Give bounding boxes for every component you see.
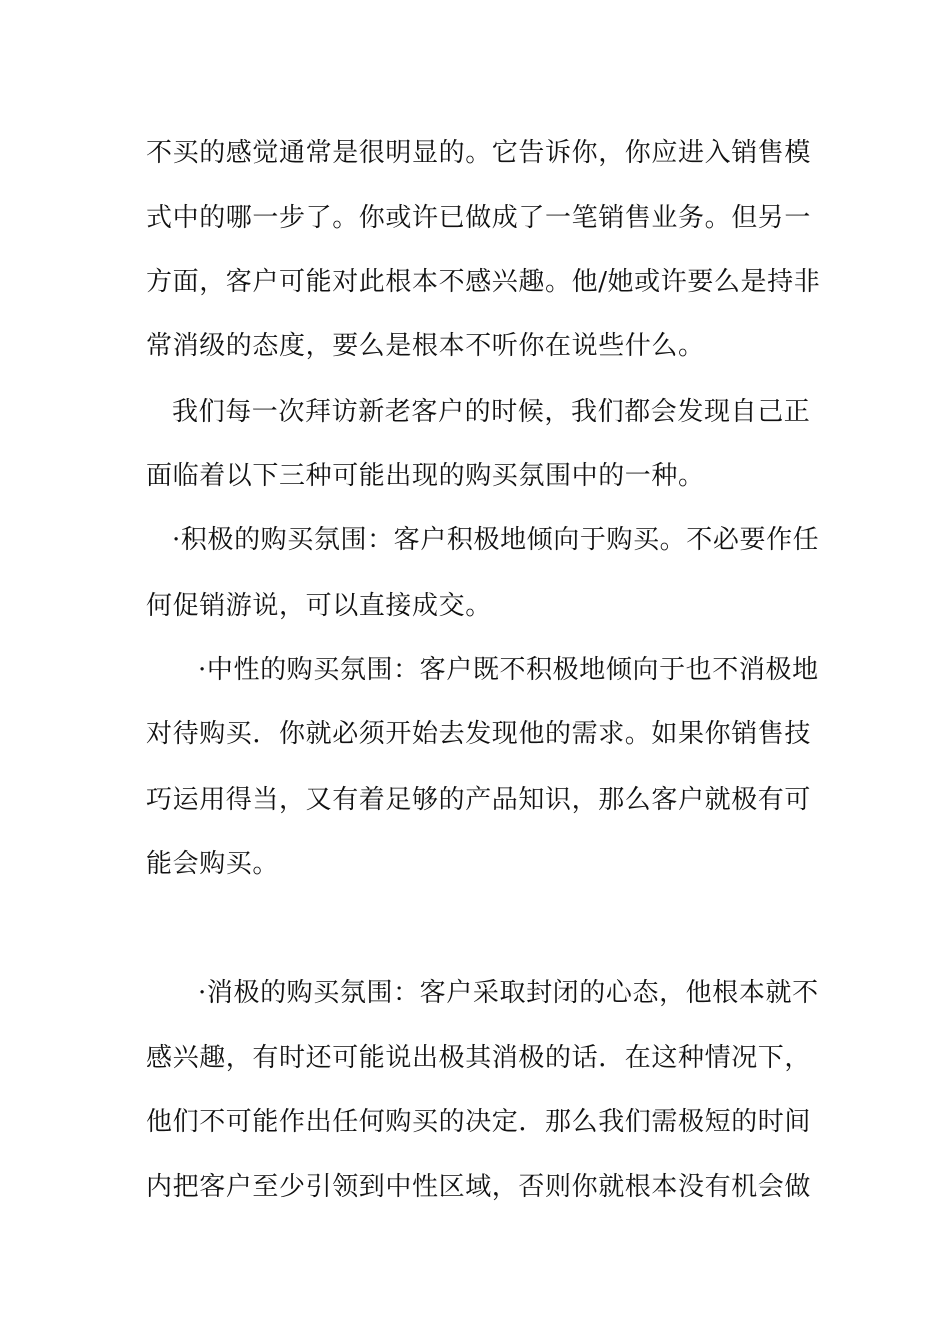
text-line: 感兴趣，有时还可能说出极其消极的话．在这种情况下， <box>146 1043 812 1073</box>
text-line: 常消级的态度，要么是根本不听你在说些什么。 <box>146 331 705 361</box>
text-line: ·中性的购买氛围：客户既不积极地倾向于也不消极地 <box>198 655 819 685</box>
text-line: 对待购买．你就必须开始去发现他的需求。如果你销售技 <box>146 719 812 749</box>
text-line: ·消极的购买氛围：客户采取封闭的心态，他根本就不 <box>198 978 819 1008</box>
text-line: 何促销游说，可以直接成交。 <box>146 591 492 621</box>
text-line: 能会购买。 <box>146 849 280 879</box>
text-line: 方面，客户可能对此根本不感兴趣。他/她或许要么是持非 <box>146 267 821 297</box>
text-line: ·积极的购买氛围：客户积极地倾向于购买。不必要作任 <box>172 525 820 555</box>
text-line: 内把客户至少引领到中性区域，否则你就根本没有机会做 <box>146 1172 812 1202</box>
text-line: 不买的感觉通常是很明显的。它告诉你，你应进入销售模 <box>146 138 812 168</box>
text-line: 面临着以下三种可能出现的购买氛围中的一种。 <box>146 461 705 491</box>
text-line: 巧运用得当，又有着足够的产品知识，那么客户就极有可 <box>146 785 812 815</box>
text-line: 他们不可能作出任何购买的决定．那么我们需极短的时间 <box>146 1107 812 1137</box>
text-line: 式中的哪一步了。你或许已做成了一笔销售业务。但另一 <box>146 203 812 233</box>
text-line: 我们每一次拜访新老客户的时候，我们都会发现自己正 <box>172 397 811 427</box>
